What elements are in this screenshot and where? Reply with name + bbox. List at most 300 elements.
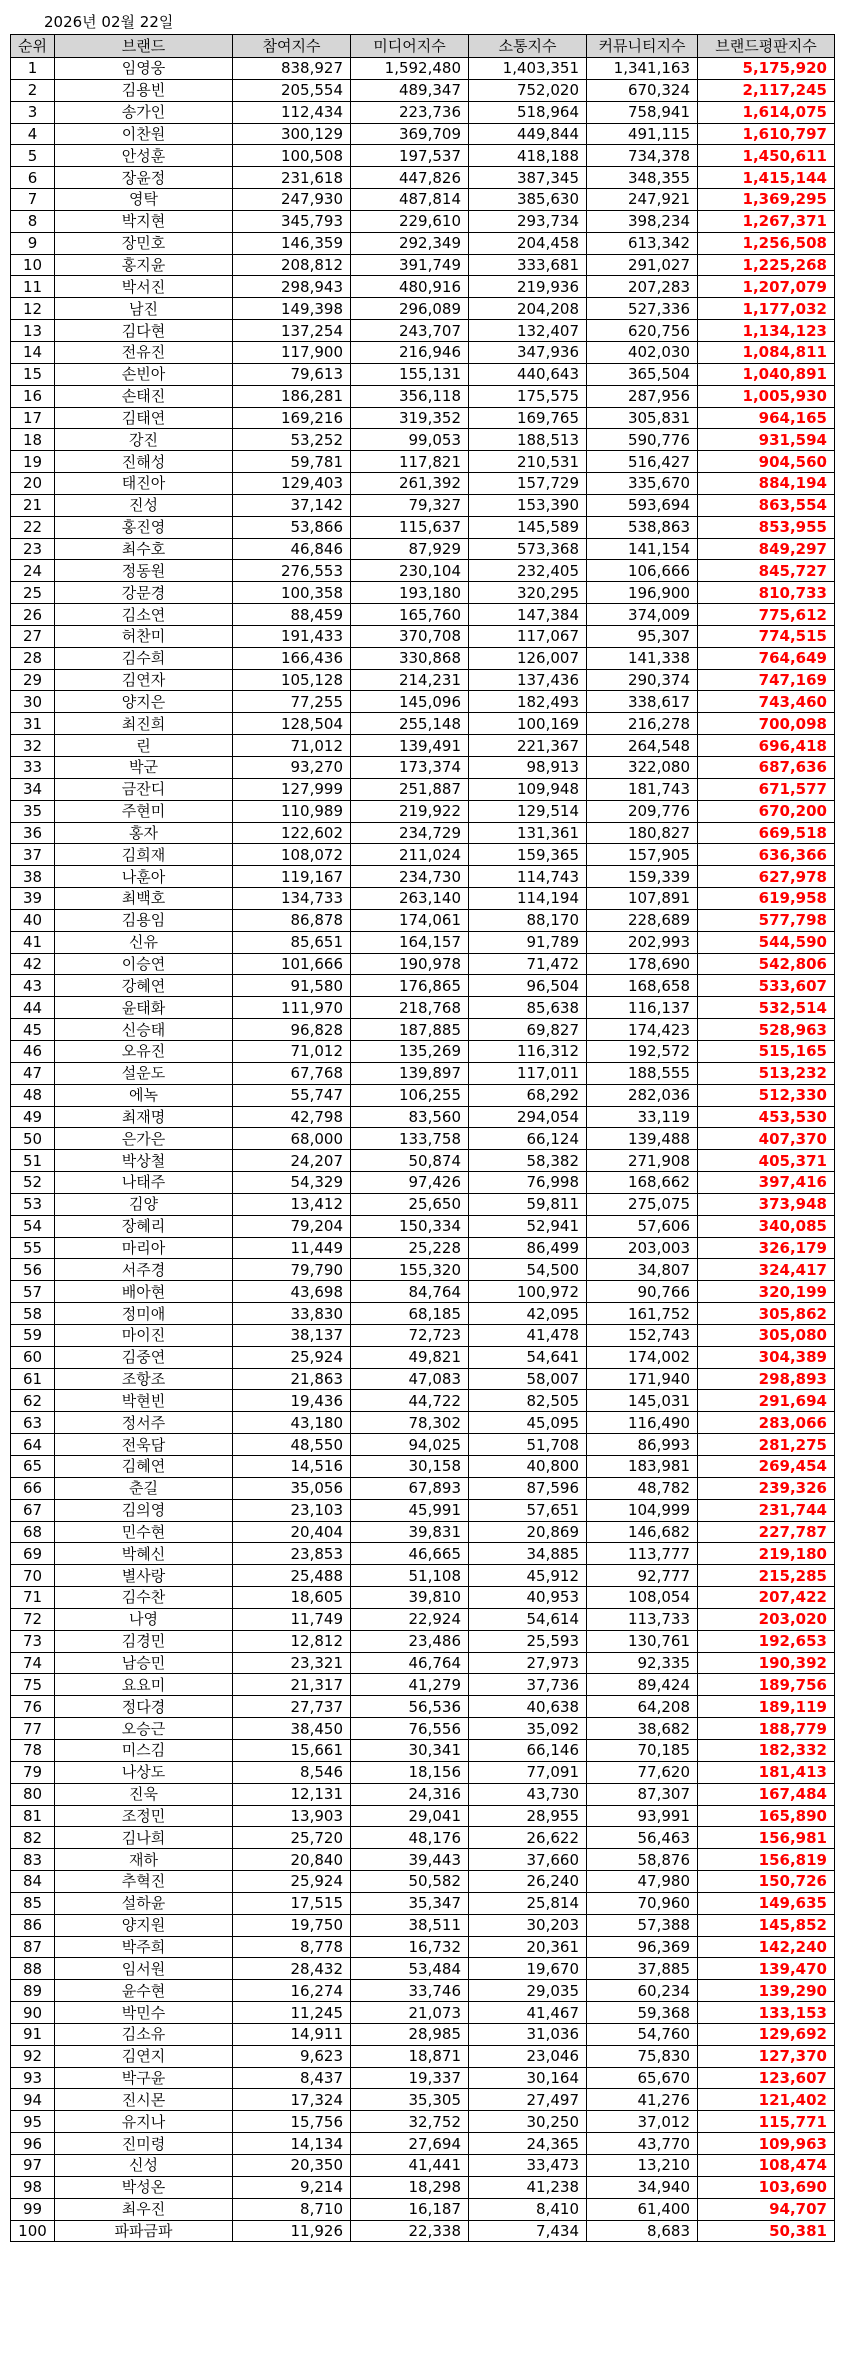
- cell-participation: 33,830: [233, 1303, 351, 1325]
- cell-community: 95,307: [587, 625, 698, 647]
- cell-participation: 24,207: [233, 1150, 351, 1172]
- cell-communication: 219,936: [469, 276, 587, 298]
- cell-brand: 안성훈: [55, 145, 233, 167]
- cell-community: 146,682: [587, 1521, 698, 1543]
- cell-reputation: 127,370: [698, 2045, 835, 2067]
- table-row: [11, 2198, 835, 2220]
- cell-communication: 440,643: [469, 363, 587, 385]
- cell-community: 203,003: [587, 1237, 698, 1259]
- cell-reputation: 1,177,032: [698, 298, 835, 320]
- header-brand-reputation-index: 브랜드평판지수: [698, 35, 835, 58]
- cell-community: 152,743: [587, 1324, 698, 1346]
- cell-reputation: 304,389: [698, 1346, 835, 1368]
- cell-communication: 45,912: [469, 1565, 587, 1587]
- table-row: [11, 1652, 835, 1674]
- cell-community: 348,355: [587, 167, 698, 189]
- cell-reputation: 1,415,144: [698, 167, 835, 189]
- cell-communication: 114,194: [469, 888, 587, 910]
- cell-participation: 12,812: [233, 1630, 351, 1652]
- cell-participation: 110,989: [233, 800, 351, 822]
- cell-reputation: 320,199: [698, 1281, 835, 1303]
- cell-media: 319,352: [351, 407, 469, 429]
- cell-reputation: 305,080: [698, 1324, 835, 1346]
- cell-communication: 117,011: [469, 1062, 587, 1084]
- cell-communication: 294,054: [469, 1106, 587, 1128]
- cell-rank: 15: [11, 363, 55, 385]
- cell-brand: 임서원: [55, 1958, 233, 1980]
- table-row: [11, 953, 835, 975]
- cell-rank: 21: [11, 494, 55, 516]
- cell-brand: 조항조: [55, 1368, 233, 1390]
- cell-communication: 23,046: [469, 2045, 587, 2067]
- cell-communication: 145,589: [469, 516, 587, 538]
- table-row: [11, 1827, 835, 1849]
- table-row: [11, 2023, 835, 2045]
- cell-participation: 16,274: [233, 1980, 351, 2002]
- table-row: [11, 1958, 835, 1980]
- cell-participation: 38,450: [233, 1718, 351, 1740]
- cell-community: 402,030: [587, 341, 698, 363]
- cell-rank: 95: [11, 2111, 55, 2133]
- cell-brand: 진욱: [55, 1783, 233, 1805]
- cell-media: 214,231: [351, 669, 469, 691]
- cell-brand: 추혁진: [55, 1871, 233, 1893]
- cell-community: 171,940: [587, 1368, 698, 1390]
- cell-rank: 46: [11, 1040, 55, 1062]
- cell-reputation: 407,370: [698, 1128, 835, 1150]
- cell-community: 290,374: [587, 669, 698, 691]
- cell-community: 86,993: [587, 1434, 698, 1456]
- cell-rank: 76: [11, 1696, 55, 1718]
- cell-rank: 34: [11, 778, 55, 800]
- cell-reputation: 139,470: [698, 1958, 835, 1980]
- cell-reputation: 397,416: [698, 1172, 835, 1194]
- cell-communication: 204,208: [469, 298, 587, 320]
- table-row: [11, 1477, 835, 1499]
- cell-community: 113,733: [587, 1608, 698, 1630]
- table-row: [11, 298, 835, 320]
- cell-community: 174,423: [587, 1019, 698, 1041]
- cell-participation: 8,437: [233, 2067, 351, 2089]
- table-row: [11, 254, 835, 276]
- table-row: [11, 2002, 835, 2024]
- cell-participation: 137,254: [233, 320, 351, 342]
- table-body: [11, 58, 835, 2242]
- table-row: [11, 2176, 835, 2198]
- cell-community: 207,283: [587, 276, 698, 298]
- cell-participation: 8,778: [233, 1936, 351, 1958]
- cell-communication: 210,531: [469, 451, 587, 473]
- cell-reputation: 326,179: [698, 1237, 835, 1259]
- cell-brand: 김소연: [55, 604, 233, 626]
- table-row: [11, 1368, 835, 1390]
- header-brand: 브랜드: [55, 35, 233, 58]
- cell-rank: 85: [11, 1892, 55, 1914]
- cell-reputation: 150,726: [698, 1871, 835, 1893]
- cell-communication: 232,405: [469, 560, 587, 582]
- table-row: [11, 1303, 835, 1325]
- cell-community: 43,770: [587, 2133, 698, 2155]
- cell-rank: 63: [11, 1412, 55, 1434]
- table-row: [11, 1019, 835, 1041]
- table-row: [11, 2045, 835, 2067]
- cell-brand: 나태주: [55, 1172, 233, 1194]
- table-row: [11, 822, 835, 844]
- cell-reputation: 636,366: [698, 844, 835, 866]
- cell-media: 35,347: [351, 1892, 469, 1914]
- cell-media: 230,104: [351, 560, 469, 582]
- cell-media: 72,723: [351, 1324, 469, 1346]
- table-row: [11, 407, 835, 429]
- cell-media: 164,157: [351, 931, 469, 953]
- cell-participation: 18,605: [233, 1587, 351, 1609]
- cell-rank: 96: [11, 2133, 55, 2155]
- cell-reputation: 696,418: [698, 735, 835, 757]
- cell-reputation: 181,413: [698, 1761, 835, 1783]
- cell-brand: 최수호: [55, 538, 233, 560]
- cell-media: 18,156: [351, 1761, 469, 1783]
- cell-rank: 40: [11, 909, 55, 931]
- cell-reputation: 904,560: [698, 451, 835, 473]
- cell-brand: 장윤정: [55, 167, 233, 189]
- table-row: [11, 909, 835, 931]
- cell-community: 174,002: [587, 1346, 698, 1368]
- cell-community: 92,335: [587, 1652, 698, 1674]
- cell-brand: 에녹: [55, 1084, 233, 1106]
- cell-communication: 71,472: [469, 953, 587, 975]
- cell-media: 35,305: [351, 2089, 469, 2111]
- cell-media: 28,985: [351, 2023, 469, 2045]
- cell-community: 593,694: [587, 494, 698, 516]
- cell-communication: 29,035: [469, 1980, 587, 2002]
- cell-reputation: 1,450,611: [698, 145, 835, 167]
- table-row: [11, 210, 835, 232]
- cell-community: 57,388: [587, 1914, 698, 1936]
- cell-communication: 126,007: [469, 647, 587, 669]
- cell-rank: 61: [11, 1368, 55, 1390]
- cell-participation: 28,432: [233, 1958, 351, 1980]
- cell-communication: 30,203: [469, 1914, 587, 1936]
- cell-participation: 17,324: [233, 2089, 351, 2111]
- cell-media: 18,298: [351, 2176, 469, 2198]
- cell-participation: 117,900: [233, 341, 351, 363]
- cell-reputation: 340,085: [698, 1215, 835, 1237]
- table-row: [11, 2133, 835, 2155]
- cell-brand: 박서진: [55, 276, 233, 298]
- cell-rank: 17: [11, 407, 55, 429]
- cell-reputation: 167,484: [698, 1783, 835, 1805]
- table-row: [11, 494, 835, 516]
- cell-participation: 12,131: [233, 1783, 351, 1805]
- cell-rank: 67: [11, 1499, 55, 1521]
- cell-media: 139,491: [351, 735, 469, 757]
- header-participation-index: 참여지수: [233, 35, 351, 58]
- cell-community: 338,617: [587, 691, 698, 713]
- table-row: [11, 1215, 835, 1237]
- table-row: [11, 1914, 835, 1936]
- table-row: [11, 2155, 835, 2177]
- cell-participation: 43,698: [233, 1281, 351, 1303]
- cell-media: 255,148: [351, 713, 469, 735]
- cell-community: 65,670: [587, 2067, 698, 2089]
- cell-participation: 298,943: [233, 276, 351, 298]
- cell-brand: 박군: [55, 757, 233, 779]
- cell-media: 79,327: [351, 494, 469, 516]
- cell-reputation: 115,771: [698, 2111, 835, 2133]
- cell-community: 670,324: [587, 79, 698, 101]
- cell-brand: 김연지: [55, 2045, 233, 2067]
- cell-media: 296,089: [351, 298, 469, 320]
- cell-media: 50,874: [351, 1150, 469, 1172]
- cell-rank: 94: [11, 2089, 55, 2111]
- cell-reputation: 700,098: [698, 713, 835, 735]
- cell-community: 758,941: [587, 101, 698, 123]
- cell-rank: 8: [11, 210, 55, 232]
- cell-participation: 23,321: [233, 1652, 351, 1674]
- cell-media: 174,061: [351, 909, 469, 931]
- cell-community: 77,620: [587, 1761, 698, 1783]
- cell-reputation: 619,958: [698, 888, 835, 910]
- cell-media: 219,922: [351, 800, 469, 822]
- cell-rank: 24: [11, 560, 55, 582]
- table-row: [11, 560, 835, 582]
- cell-brand: 박주희: [55, 1936, 233, 1958]
- cell-community: 108,054: [587, 1587, 698, 1609]
- cell-community: 37,885: [587, 1958, 698, 1980]
- table-row: [11, 101, 835, 123]
- cell-media: 165,760: [351, 604, 469, 626]
- header-media-index: 미디어지수: [351, 35, 469, 58]
- cell-reputation: 190,392: [698, 1652, 835, 1674]
- cell-community: 34,807: [587, 1259, 698, 1281]
- cell-rank: 83: [11, 1849, 55, 1871]
- cell-rank: 3: [11, 101, 55, 123]
- cell-community: 56,463: [587, 1827, 698, 1849]
- cell-community: 58,876: [587, 1849, 698, 1871]
- cell-reputation: 189,756: [698, 1674, 835, 1696]
- cell-communication: 37,736: [469, 1674, 587, 1696]
- cell-communication: 34,885: [469, 1543, 587, 1565]
- cell-brand: 유지나: [55, 2111, 233, 2133]
- cell-community: 264,548: [587, 735, 698, 757]
- cell-media: 56,536: [351, 1696, 469, 1718]
- cell-media: 53,484: [351, 1958, 469, 1980]
- cell-media: 197,537: [351, 145, 469, 167]
- cell-media: 47,083: [351, 1368, 469, 1390]
- cell-media: 30,341: [351, 1739, 469, 1761]
- cell-reputation: 133,153: [698, 2002, 835, 2024]
- cell-media: 99,053: [351, 429, 469, 451]
- table-row: [11, 341, 835, 363]
- cell-participation: 42,798: [233, 1106, 351, 1128]
- cell-brand: 서주경: [55, 1259, 233, 1281]
- cell-media: 117,821: [351, 451, 469, 473]
- cell-rank: 50: [11, 1128, 55, 1150]
- cell-reputation: 544,590: [698, 931, 835, 953]
- cell-media: 391,749: [351, 254, 469, 276]
- cell-communication: 98,913: [469, 757, 587, 779]
- table-row: [11, 647, 835, 669]
- cell-communication: 58,382: [469, 1150, 587, 1172]
- cell-brand: 양지원: [55, 1914, 233, 1936]
- table-row: [11, 1106, 835, 1128]
- cell-community: 38,682: [587, 1718, 698, 1740]
- cell-community: 192,572: [587, 1040, 698, 1062]
- cell-brand: 미스김: [55, 1739, 233, 1761]
- cell-brand: 박민수: [55, 2002, 233, 2024]
- header-communication-index: 소통지수: [469, 35, 587, 58]
- cell-media: 370,708: [351, 625, 469, 647]
- cell-community: 180,827: [587, 822, 698, 844]
- cell-participation: 11,449: [233, 1237, 351, 1259]
- cell-reputation: 747,169: [698, 669, 835, 691]
- cell-community: 202,993: [587, 931, 698, 953]
- cell-media: 150,334: [351, 1215, 469, 1237]
- cell-community: 159,339: [587, 866, 698, 888]
- cell-rank: 86: [11, 1914, 55, 1936]
- cell-rank: 100: [11, 2220, 55, 2242]
- cell-participation: 191,433: [233, 625, 351, 647]
- cell-participation: 59,781: [233, 451, 351, 473]
- cell-brand: 정동원: [55, 560, 233, 582]
- cell-rank: 57: [11, 1281, 55, 1303]
- cell-rank: 13: [11, 320, 55, 342]
- cell-communication: 96,504: [469, 975, 587, 997]
- cell-brand: 정미애: [55, 1303, 233, 1325]
- cell-rank: 62: [11, 1390, 55, 1412]
- cell-reputation: 687,636: [698, 757, 835, 779]
- cell-rank: 36: [11, 822, 55, 844]
- cell-communication: 387,345: [469, 167, 587, 189]
- cell-participation: 128,504: [233, 713, 351, 735]
- cell-reputation: 853,955: [698, 516, 835, 538]
- cell-reputation: 542,806: [698, 953, 835, 975]
- cell-communication: 131,361: [469, 822, 587, 844]
- cell-communication: 82,505: [469, 1390, 587, 1412]
- cell-communication: 66,146: [469, 1739, 587, 1761]
- cell-rank: 19: [11, 451, 55, 473]
- cell-media: 356,118: [351, 385, 469, 407]
- cell-brand: 박현빈: [55, 1390, 233, 1412]
- cell-reputation: 269,454: [698, 1456, 835, 1478]
- cell-rank: 82: [11, 1827, 55, 1849]
- cell-communication: 30,164: [469, 2067, 587, 2089]
- cell-brand: 오승근: [55, 1718, 233, 1740]
- cell-reputation: 156,819: [698, 1849, 835, 1871]
- cell-participation: 20,404: [233, 1521, 351, 1543]
- table-row: [11, 58, 835, 80]
- cell-reputation: 1,267,371: [698, 210, 835, 232]
- cell-reputation: 532,514: [698, 997, 835, 1019]
- cell-rank: 2: [11, 79, 55, 101]
- cell-community: 116,137: [587, 997, 698, 1019]
- cell-reputation: 227,787: [698, 1521, 835, 1543]
- table-row: [11, 669, 835, 691]
- cell-reputation: 281,275: [698, 1434, 835, 1456]
- cell-participation: 53,866: [233, 516, 351, 538]
- cell-communication: 153,390: [469, 494, 587, 516]
- brand-reputation-table: [10, 34, 835, 2242]
- cell-brand: 정서주: [55, 1412, 233, 1434]
- cell-participation: 46,846: [233, 538, 351, 560]
- cell-participation: 79,204: [233, 1215, 351, 1237]
- cell-communication: 100,972: [469, 1281, 587, 1303]
- cell-community: 335,670: [587, 473, 698, 495]
- cell-participation: 91,580: [233, 975, 351, 997]
- cell-participation: 15,756: [233, 2111, 351, 2133]
- cell-media: 48,176: [351, 1827, 469, 1849]
- table-row: [11, 1696, 835, 1718]
- table-row: [11, 429, 835, 451]
- cell-brand: 주현미: [55, 800, 233, 822]
- cell-rank: 52: [11, 1172, 55, 1194]
- cell-media: 106,255: [351, 1084, 469, 1106]
- table-row: [11, 1062, 835, 1084]
- cell-brand: 김양: [55, 1193, 233, 1215]
- cell-communication: 51,708: [469, 1434, 587, 1456]
- cell-community: 491,115: [587, 123, 698, 145]
- cell-media: 76,556: [351, 1718, 469, 1740]
- cell-media: 39,810: [351, 1587, 469, 1609]
- cell-communication: 752,020: [469, 79, 587, 101]
- cell-reputation: 513,232: [698, 1062, 835, 1084]
- cell-participation: 53,252: [233, 429, 351, 451]
- cell-media: 155,131: [351, 363, 469, 385]
- table-row: [11, 778, 835, 800]
- cell-participation: 300,129: [233, 123, 351, 145]
- cell-reputation: 215,285: [698, 1565, 835, 1587]
- cell-brand: 김희재: [55, 844, 233, 866]
- table-row: [11, 1499, 835, 1521]
- cell-reputation: 291,694: [698, 1390, 835, 1412]
- cell-participation: 20,840: [233, 1849, 351, 1871]
- cell-reputation: 849,297: [698, 538, 835, 560]
- cell-community: 139,488: [587, 1128, 698, 1150]
- cell-media: 369,709: [351, 123, 469, 145]
- cell-rank: 44: [11, 997, 55, 1019]
- cell-participation: 14,516: [233, 1456, 351, 1478]
- cell-participation: 23,103: [233, 1499, 351, 1521]
- cell-reputation: 863,554: [698, 494, 835, 516]
- table-row: [11, 1871, 835, 1893]
- cell-reputation: 121,402: [698, 2089, 835, 2111]
- cell-rank: 39: [11, 888, 55, 910]
- cell-brand: 이찬원: [55, 123, 233, 145]
- cell-community: 47,980: [587, 1871, 698, 1893]
- cell-brand: 나상도: [55, 1761, 233, 1783]
- table-row: [11, 1521, 835, 1543]
- cell-media: 97,426: [351, 1172, 469, 1194]
- cell-participation: 108,072: [233, 844, 351, 866]
- cell-participation: 25,720: [233, 1827, 351, 1849]
- cell-rank: 48: [11, 1084, 55, 1106]
- cell-media: 330,868: [351, 647, 469, 669]
- cell-participation: 25,488: [233, 1565, 351, 1587]
- cell-community: 228,689: [587, 909, 698, 931]
- cell-participation: 71,012: [233, 1040, 351, 1062]
- cell-participation: 86,878: [233, 909, 351, 931]
- table-row: [11, 1040, 835, 1062]
- cell-brand: 최백호: [55, 888, 233, 910]
- cell-media: 38,511: [351, 1914, 469, 1936]
- table-row: [11, 1172, 835, 1194]
- cell-participation: 8,710: [233, 2198, 351, 2220]
- cell-brand: 이승연: [55, 953, 233, 975]
- cell-brand: 홍진영: [55, 516, 233, 538]
- table-row: [11, 145, 835, 167]
- table-row: [11, 363, 835, 385]
- cell-communication: 54,500: [469, 1259, 587, 1281]
